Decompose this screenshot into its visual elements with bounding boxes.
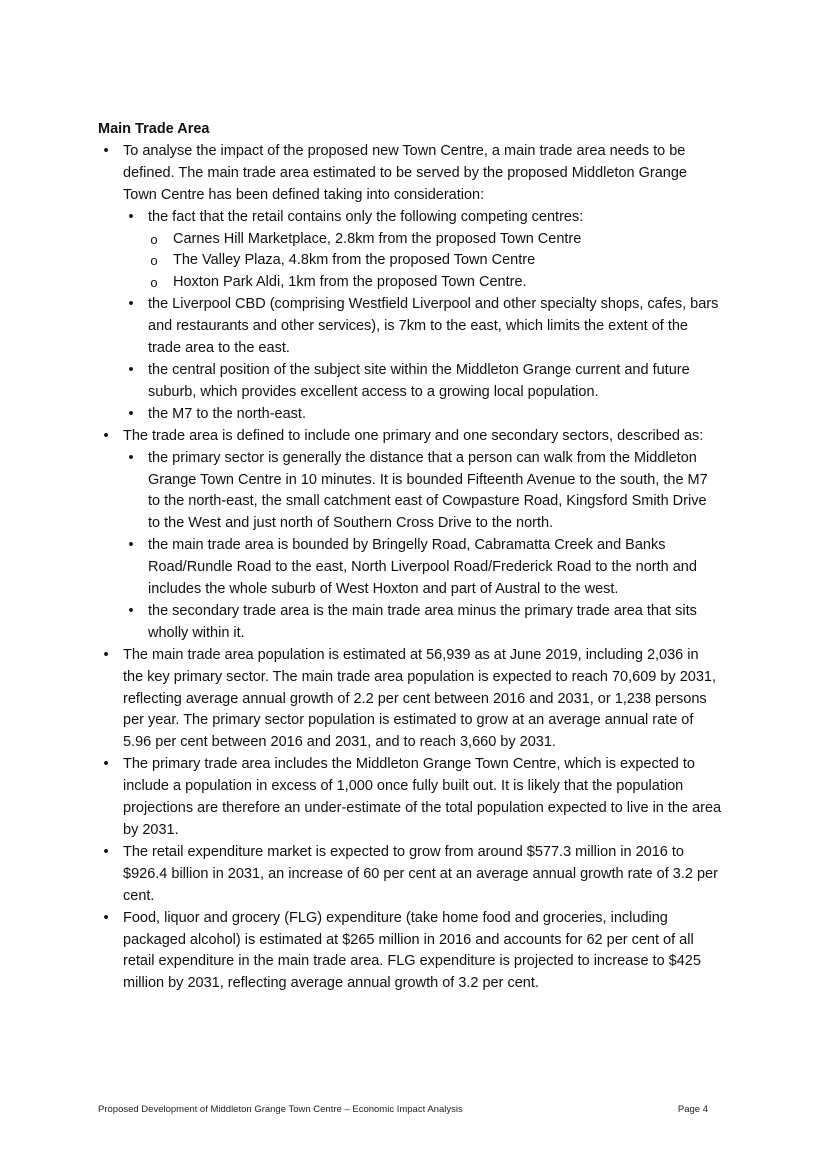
list-item xyxy=(148,229,722,251)
list-item xyxy=(98,842,722,908)
list-item xyxy=(148,250,722,272)
footer-document-title: Proposed Development of Middleton Grange Town Centre – Economic Impact Analysis xyxy=(98,1104,463,1115)
list-item-text: the central position of the subject site within the Middleton Grange current and future suburb, which provides excellent access to a growing local population. xyxy=(148,361,690,400)
sub-bullet-list xyxy=(123,207,722,426)
hollow-bullet-icon: o xyxy=(150,231,158,247)
list-item-text: The trade area is defined to include one primary and one secondary sectors, described as: xyxy=(123,427,704,444)
list-item-text: Food, liquor and grocery (FLG) expenditure (take home food and groceries, including packaged alcohol) is estimated at $265 million in 2016 and accounts for 62 per cent of all retail expenditure in the main trade area. FLG expenditure is projected to increase to $425 million by 2031, reflecting average annual growth of 3.2 per cent. xyxy=(123,909,701,992)
bullet-icon: • xyxy=(128,537,134,554)
list-item-text: the Liverpool CBD (comprising Westfield Liverpool and other specialty shops, cafes, bars and restaurants and other services), is 7km to the east, which limits the extent of the trade area to the east. xyxy=(148,296,719,357)
section-heading: Main Trade Area xyxy=(98,121,210,137)
list-item xyxy=(98,908,722,996)
bullet-icon: • xyxy=(103,646,109,663)
bullet-icon: • xyxy=(128,449,134,466)
list-item-text: the secondary trade area is the main trade area minus the primary trade area that sits wholly within it. xyxy=(148,602,697,641)
list-item-text: the main trade area is bounded by Bringelly Road, Cabramatta Creek and Banks Road/Rundle Road to the east, North Liverpool Road/Frederick Road to the north and includes the whole suburb of West Hoxton and part of Austral to the west. xyxy=(148,537,697,598)
bullet-icon: • xyxy=(128,296,134,313)
list-item xyxy=(123,448,722,536)
bullet-icon: • xyxy=(103,142,109,159)
bullet-icon: • xyxy=(128,208,134,225)
hollow-bullet-icon: o xyxy=(150,253,158,269)
list-item xyxy=(123,207,722,295)
list-item-text: the primary sector is generally the distance that a person can walk from the Middleton Grange Town Centre in 10 minutes. It is bounded Fifteenth Avenue to the south, the M7 to the north-east, the small catchment east of Cowpasture Road, Kingsford Smith Drive to the West and just north of Southern Cross Drive to the north. xyxy=(148,449,708,532)
bullet-icon: • xyxy=(103,756,109,773)
list-item xyxy=(123,294,722,360)
list-item-text: The primary trade area includes the Middleton Grange Town Centre, which is expected to include a population in excess of 1,000 once fully built out. It is likely that the population projections are therefore an under-estimate of the total population expected to live in the area by 2031. xyxy=(123,756,722,838)
list-item xyxy=(123,360,722,404)
list-item xyxy=(148,272,722,294)
list-item-text: The Valley Plaza, 4.8km from the proposed Town Centre xyxy=(173,252,536,269)
main-bullet-list xyxy=(98,141,722,995)
list-item-text: the fact that the retail contains only the following competing centres: xyxy=(148,208,584,225)
list-item xyxy=(98,645,722,755)
list-item xyxy=(98,754,722,842)
bullet-icon: • xyxy=(103,427,109,444)
bullet-icon: • xyxy=(103,843,109,860)
bullet-icon: • xyxy=(128,361,134,378)
list-item-text: the M7 to the north-east. xyxy=(148,405,306,422)
sub-bullet-list xyxy=(123,448,722,645)
list-item xyxy=(98,426,722,645)
list-item xyxy=(123,601,722,645)
competing-centres-list xyxy=(148,229,722,295)
list-item-text: The retail expenditure market is expected to grow from around $577.3 million in 2016 to $926.4 billion in 2031, an increase of 60 per cent at an average annual growth rate of 3.2 per cent. xyxy=(123,843,718,904)
list-item xyxy=(123,535,722,601)
footer-page-number: Page 4 xyxy=(677,1104,708,1115)
list-item-text: Hoxton Park Aldi, 1km from the proposed Town Centre. xyxy=(173,274,527,291)
list-item-text: The main trade area population is estimated at 56,939 as at June 2019, including 2,036 in the key primary sector. The main trade area population is expected to reach 70,609 by 2031, reflecting average annual growth of 2.2 per cent between 2016 and 2031, or 1,238 persons per year. The primary sector population is estimated to grow at an average annual rate of 5.96 per cent between 2016 and 2031, and to reach 3,660 by 2031. xyxy=(123,646,716,751)
bullet-icon: • xyxy=(128,405,134,422)
list-item-text: Carnes Hill Marketplace, 2.8km from the proposed Town Centre xyxy=(173,230,582,247)
bullet-icon: • xyxy=(103,909,109,926)
list-item-text: To analyse the impact of the proposed new Town Centre, a main trade area needs to be defined. The main trade area estimated to be served by the proposed Middleton Grange Town Centre has been defined taking into consideration: xyxy=(123,142,687,203)
hollow-bullet-icon: o xyxy=(150,275,158,291)
bullet-icon: • xyxy=(128,602,134,619)
page-content xyxy=(98,119,722,995)
list-item xyxy=(98,141,722,426)
list-item xyxy=(123,404,722,426)
